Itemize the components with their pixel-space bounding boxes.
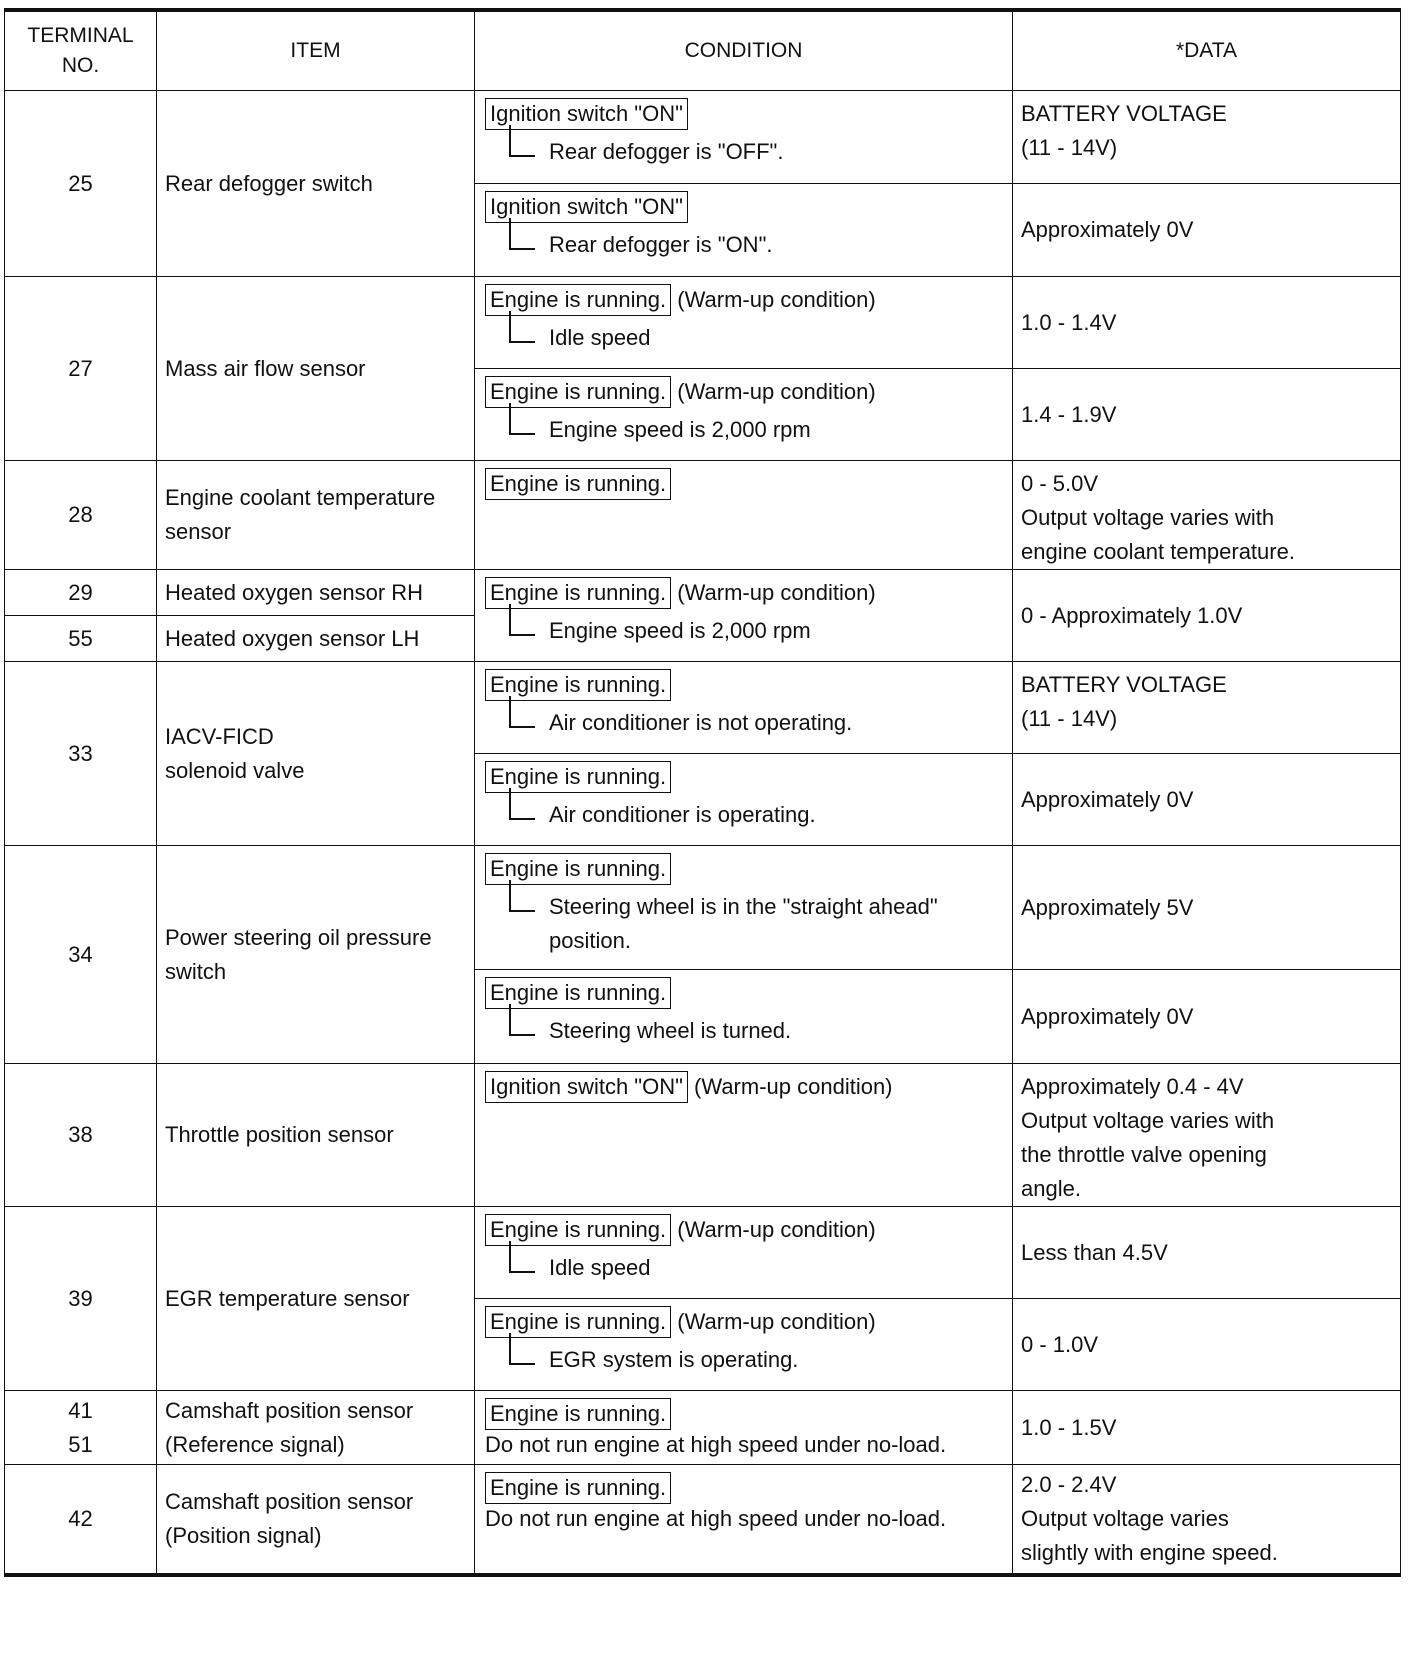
data-value: BATTERY VOLTAGE bbox=[1021, 672, 1227, 697]
terminal-number: 42 bbox=[5, 1465, 157, 1575]
data-cell bbox=[1013, 662, 1401, 754]
condition-cell bbox=[475, 1465, 1013, 1575]
terminal-number: 33 bbox=[5, 662, 157, 846]
data-value: angle. bbox=[1021, 1176, 1081, 1201]
item-line: Camshaft position sensor bbox=[165, 1397, 414, 1423]
condition-box: Engine is running. bbox=[485, 761, 671, 793]
condition-note: (Warm-up condition) bbox=[677, 287, 876, 312]
data-value: Output voltage varies bbox=[1021, 1505, 1229, 1531]
terminal-line: 51 bbox=[68, 1431, 93, 1457]
data-value: 2.0 - 2.4V bbox=[1021, 1471, 1117, 1497]
condition-box: Engine is running. bbox=[485, 669, 671, 701]
condition-cell bbox=[475, 846, 1013, 970]
sub-condition: Idle speed bbox=[509, 1251, 1004, 1285]
sub-condition: Rear defogger is "ON". bbox=[509, 228, 1004, 262]
table-row bbox=[5, 662, 1401, 754]
sub-condition: Engine speed is 2,000 rpm bbox=[509, 614, 1004, 648]
item-name: Heated oxygen sensor RH bbox=[157, 570, 475, 616]
condition-box: Ignition switch "ON" bbox=[485, 98, 688, 130]
terminal-number: 28 bbox=[5, 461, 157, 570]
condition-note: (Warm-up condition) bbox=[694, 1074, 893, 1099]
sub-condition: Steering wheel is turned. bbox=[509, 1014, 1004, 1048]
item-line: (Position signal) bbox=[165, 1522, 322, 1548]
sub-condition: EGR system is operating. bbox=[509, 1343, 1004, 1377]
sub-condition: Air conditioner is operating. bbox=[509, 798, 1004, 832]
item-line: switch bbox=[165, 958, 227, 984]
item-line: Power steering oil pressure bbox=[165, 924, 432, 950]
condition-cell bbox=[475, 1391, 1013, 1465]
item-name bbox=[157, 1391, 475, 1465]
data-value: Approximately 0.4 - 4V bbox=[1021, 1074, 1244, 1099]
data-value: (11 - 14V) bbox=[1021, 135, 1118, 160]
condition-cell bbox=[475, 277, 1013, 369]
condition-box: Engine is running. bbox=[485, 1306, 671, 1338]
item-name bbox=[157, 662, 475, 846]
data-value: BATTERY VOLTAGE bbox=[1021, 101, 1227, 126]
header-data: *DATA bbox=[1013, 10, 1401, 91]
data-cell bbox=[1013, 1465, 1401, 1575]
terminal-number: 38 bbox=[5, 1064, 157, 1207]
sub-condition: Rear defogger is "OFF". bbox=[509, 135, 1004, 169]
header-row bbox=[5, 10, 1401, 91]
item-name: Heated oxygen sensor LH bbox=[157, 616, 475, 662]
condition-box: Ignition switch "ON" bbox=[485, 1071, 688, 1103]
data-value: 1.0 - 1.5V bbox=[1013, 1391, 1401, 1465]
item-name: Rear defogger switch bbox=[157, 91, 475, 277]
terminal-number: 55 bbox=[5, 616, 157, 662]
terminal-number: 27 bbox=[5, 277, 157, 461]
ecu-terminal-table bbox=[4, 8, 1401, 1577]
item-line: solenoid valve bbox=[165, 757, 305, 783]
condition-box: Ignition switch "ON" bbox=[485, 191, 688, 223]
table-row bbox=[5, 570, 1401, 616]
data-cell bbox=[1013, 1064, 1401, 1207]
item-name bbox=[157, 1465, 475, 1575]
condition-note: (Warm-up condition) bbox=[677, 1309, 876, 1334]
data-cell bbox=[1013, 461, 1401, 570]
condition-cell bbox=[475, 970, 1013, 1064]
table-row bbox=[5, 1465, 1401, 1575]
sub-condition: Idle speed bbox=[509, 321, 1004, 355]
condition-box: Engine is running. bbox=[485, 977, 671, 1009]
condition-cell bbox=[475, 369, 1013, 461]
sub-condition-line: position. bbox=[549, 928, 631, 953]
data-value: 0 - 5.0V bbox=[1021, 471, 1099, 496]
terminal-number: 29 bbox=[5, 570, 157, 616]
table-row bbox=[5, 1207, 1401, 1299]
data-value: Less than 4.5V bbox=[1013, 1207, 1401, 1299]
item-line: Engine coolant temperature bbox=[165, 485, 436, 510]
condition-note: (Warm-up condition) bbox=[677, 1217, 876, 1242]
condition-box: Engine is running. bbox=[485, 1398, 671, 1430]
condition-cell bbox=[475, 91, 1013, 184]
table-row bbox=[5, 846, 1401, 970]
data-value: the throttle valve opening bbox=[1021, 1142, 1267, 1167]
condition-box: Engine is running. bbox=[485, 853, 671, 885]
condition-note: (Warm-up condition) bbox=[677, 379, 876, 404]
terminal-line: 41 bbox=[68, 1397, 93, 1423]
terminal-number: 25 bbox=[5, 91, 157, 277]
condition-cell bbox=[475, 1064, 1013, 1207]
table-row bbox=[5, 461, 1401, 570]
item-name bbox=[157, 461, 475, 570]
sub-condition: Engine speed is 2,000 rpm bbox=[509, 413, 1004, 447]
condition-note: Do not run engine at high speed under no-load. bbox=[485, 1506, 947, 1531]
condition-box: Engine is running. bbox=[485, 376, 671, 408]
condition-cell bbox=[475, 570, 1013, 662]
item-line: sensor bbox=[165, 519, 232, 544]
table-row bbox=[5, 277, 1401, 369]
header-condition: CONDITION bbox=[475, 10, 1013, 91]
terminal-number bbox=[5, 1391, 157, 1465]
condition-cell bbox=[475, 662, 1013, 754]
item-name bbox=[157, 846, 475, 1064]
item-line: IACV-FICD bbox=[165, 723, 274, 749]
data-value: 1.0 - 1.4V bbox=[1013, 277, 1401, 369]
data-value: (11 - 14V) bbox=[1021, 706, 1118, 731]
terminal-number: 34 bbox=[5, 846, 157, 1064]
header-terminal: TERMINAL NO. bbox=[5, 10, 157, 91]
table-row bbox=[5, 1064, 1401, 1207]
data-value: 0 - Approximately 1.0V bbox=[1013, 570, 1401, 662]
condition-box: Engine is running. bbox=[485, 1214, 671, 1246]
data-value: Approximately 0V bbox=[1013, 754, 1401, 846]
data-value: engine coolant temperature. bbox=[1021, 539, 1295, 564]
sub-condition-line: Steering wheel is in the "straight ahead" bbox=[549, 894, 938, 919]
condition-box: Engine is running. bbox=[485, 1472, 671, 1504]
data-value: Approximately 0V bbox=[1013, 184, 1401, 277]
condition-note: (Warm-up condition) bbox=[677, 580, 876, 605]
condition-cell bbox=[475, 1207, 1013, 1299]
data-value: slightly with engine speed. bbox=[1021, 1539, 1278, 1565]
data-value: Output voltage varies with bbox=[1021, 1108, 1275, 1133]
table-row bbox=[5, 1391, 1401, 1465]
condition-box: Engine is running. bbox=[485, 284, 671, 316]
table-row bbox=[5, 91, 1401, 184]
item-name: Throttle position sensor bbox=[157, 1064, 475, 1207]
condition-cell bbox=[475, 461, 1013, 570]
header-item: ITEM bbox=[157, 10, 475, 91]
item-name: EGR temperature sensor bbox=[157, 1207, 475, 1391]
sub-condition bbox=[509, 890, 1004, 958]
data-value: 1.4 - 1.9V bbox=[1013, 369, 1401, 461]
item-name: Mass air flow sensor bbox=[157, 277, 475, 461]
data-value: Output voltage varies with bbox=[1021, 505, 1275, 530]
item-line: Camshaft position sensor bbox=[165, 1488, 414, 1514]
condition-cell bbox=[475, 184, 1013, 277]
data-value: Approximately 0V bbox=[1013, 970, 1401, 1064]
data-value: Approximately 5V bbox=[1013, 846, 1401, 970]
condition-box: Engine is running. bbox=[485, 577, 671, 609]
condition-box: Engine is running. bbox=[485, 468, 671, 500]
condition-cell bbox=[475, 754, 1013, 846]
sub-condition: Air conditioner is not operating. bbox=[509, 706, 1004, 740]
terminal-number: 39 bbox=[5, 1207, 157, 1391]
data-value: 0 - 1.0V bbox=[1013, 1299, 1401, 1391]
condition-note: Do not run engine at high speed under no-load. bbox=[485, 1432, 947, 1457]
item-line: (Reference signal) bbox=[165, 1431, 345, 1457]
data-cell bbox=[1013, 91, 1401, 184]
condition-cell bbox=[475, 1299, 1013, 1391]
